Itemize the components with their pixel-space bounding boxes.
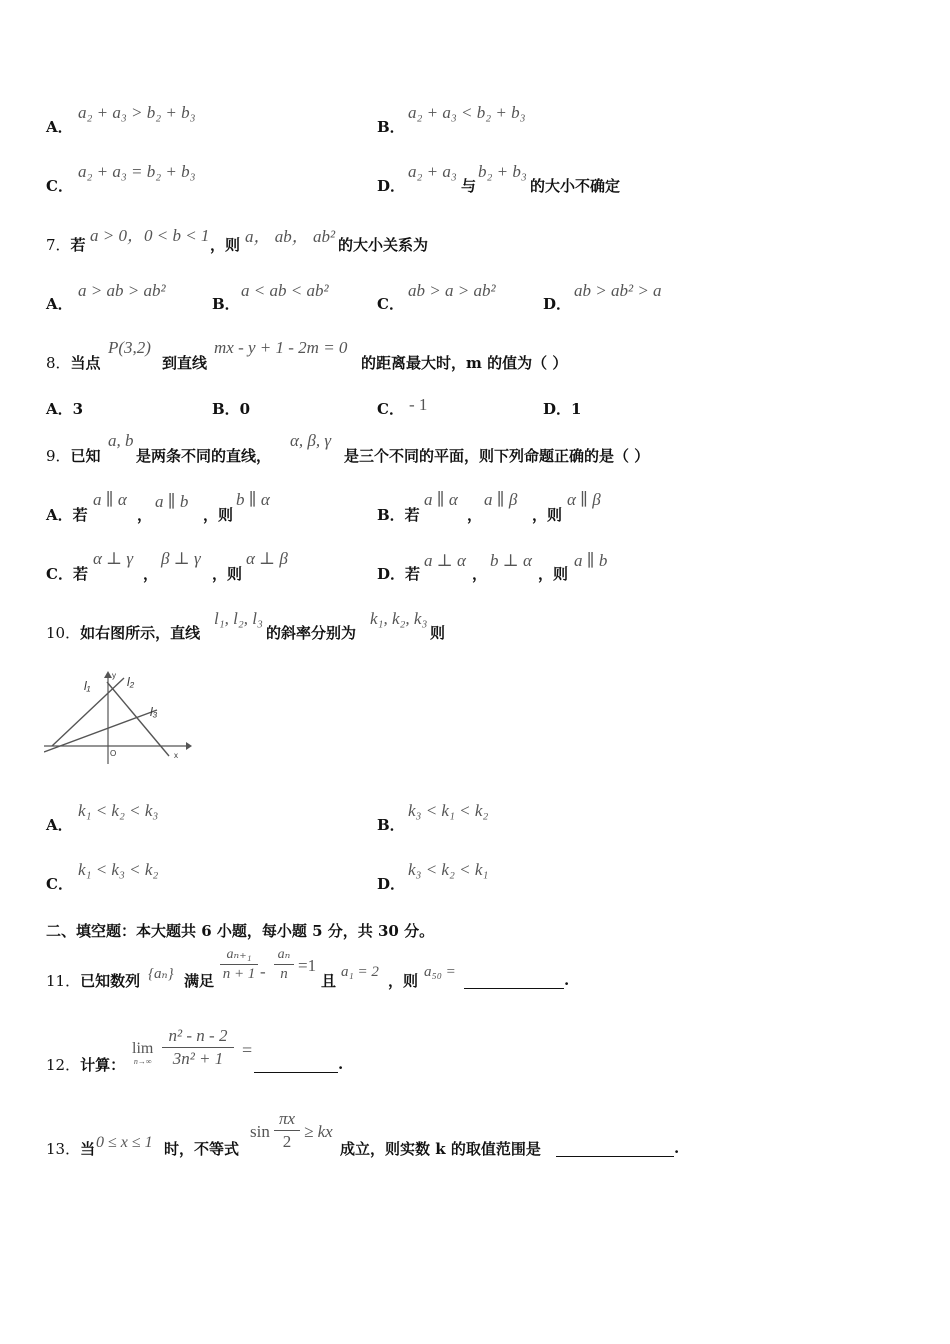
q9-option-c-m1: α ⊥ γ — [93, 549, 134, 568]
q9-option-a-m1: a ∥ α — [93, 490, 127, 509]
q6-option-d-math1: a₂ + a₃ — [408, 162, 457, 181]
q12-fraction: n² - n - 2 3n² + 1 — [162, 1026, 234, 1069]
q9-option-b-sep: ， — [467, 506, 483, 524]
q7-option-d-math: ab > ab² > a — [574, 281, 662, 300]
q7-items: a， ab， ab² — [245, 227, 336, 246]
q10-figure — [44, 668, 194, 768]
q13-range: 0 ≤ x ≤ 1 — [96, 1134, 153, 1151]
q13-stem: 13．当 — [46, 1140, 96, 1158]
q13-inequality: ≥ kx — [304, 1122, 333, 1141]
q7-option-c-math: ab > a > ab² — [408, 281, 496, 300]
q8-option-a: A．3 — [46, 400, 84, 418]
y-axis-arrow — [104, 671, 112, 678]
q6-option-b-label: B． — [377, 118, 405, 136]
q10-option-d-math: k₃ < k₂ < k₁ — [408, 860, 489, 879]
q6-option-a-label: A． — [46, 118, 73, 136]
q12-limit: lim n→∞ — [132, 1040, 154, 1066]
q10-option-a-math: k₁ < k₂ < k₃ — [78, 801, 159, 820]
q9-option-c-label: C．若 — [46, 565, 88, 583]
q7-option-d-label: D． — [543, 295, 572, 313]
q10-lines: l₁, l₂, l₃ — [214, 609, 263, 628]
q9-option-a-sep: ， — [137, 506, 153, 524]
q9-option-c-m2: β ⊥ γ — [161, 549, 201, 568]
q9-option-c-then: ，则 — [212, 565, 243, 583]
q11-a50: a₅₀ = — [424, 964, 456, 980]
q8-point: P(3,2) — [108, 338, 151, 357]
label-origin: O — [110, 749, 117, 758]
q6-option-d-math2: b₂ + b₃ — [478, 162, 527, 181]
q7-option-a-label: A． — [46, 295, 73, 313]
q9-option-d-sep: ， — [472, 565, 488, 583]
q11-a1: a₁ = 2 — [341, 964, 379, 980]
q9-option-c-sep: ， — [143, 565, 159, 583]
label-l2: l₂ — [127, 675, 135, 689]
q13-answer-blank[interactable]: . — [556, 1138, 679, 1157]
q9-mid: 是两条不同的直线， — [136, 447, 272, 465]
q7-option-b-label: B． — [212, 295, 240, 313]
q6-option-a-math: a₂ + a₃ > b₂ + b₃ — [78, 103, 196, 122]
q8-option-c-label: C． — [377, 400, 404, 418]
q10-option-a-label: A． — [46, 816, 73, 834]
q8-tail: 的距离最大时，m 的值为（ ） — [361, 354, 568, 372]
q9-option-b-label: B．若 — [377, 506, 420, 524]
q7-mid: ，则 — [210, 236, 241, 254]
q6-option-c-label: C． — [46, 177, 73, 195]
q9-option-a-label: A．若 — [46, 506, 88, 524]
q9-option-b-m3: α ∥ β — [567, 490, 601, 509]
section-2-heading: 二、填空题：本大题共 6 小题，每小题 5 分，共 30 分。 — [46, 922, 435, 940]
line-l1 — [107, 682, 169, 756]
q6-option-d-mid: 与 — [461, 177, 477, 195]
q9-option-a-m2: a ∥ b — [155, 492, 189, 511]
q12-answer-blank[interactable]: . — [254, 1054, 343, 1073]
label-l1: l₁ — [84, 679, 91, 693]
q9-planes: α, β, γ — [290, 431, 332, 450]
q12-equals: = — [242, 1040, 253, 1060]
q11-stem: 11．已知数列 — [46, 972, 141, 990]
q9-option-a-then: ，则 — [203, 506, 234, 524]
q11-mid: 满足 — [184, 972, 215, 990]
q8-option-c-math: - 1 — [409, 395, 428, 414]
q6-option-b-math: a₂ + a₃ < b₂ + b₃ — [408, 103, 526, 122]
q10-option-b-label: B． — [377, 816, 405, 834]
q10-option-d-label: D． — [377, 875, 406, 893]
q7-option-c-label: C． — [377, 295, 404, 313]
q13-tail: 成立，则实数 k 的取值范围是 — [340, 1140, 541, 1158]
q13-mid: 时，不等式 — [164, 1140, 240, 1158]
q9-option-b-m2: a ∥ β — [484, 490, 518, 509]
x-axis-arrow — [186, 742, 192, 750]
q9-option-c-m3: α ⊥ β — [246, 549, 288, 568]
q9-option-b-then: ，则 — [532, 506, 563, 524]
q9-option-d-m3: a ∥ b — [574, 551, 608, 570]
q6-option-c-math: a₂ + a₃ = b₂ + b₃ — [78, 162, 196, 181]
q9-tail: 是三个不同的平面，则下列命题正确的是（ ） — [344, 447, 650, 465]
q10-option-c-math: k₁ < k₃ < k₂ — [78, 860, 159, 879]
q11-answer-blank[interactable]: . — [464, 970, 569, 989]
q9-stem: 9．已知 — [46, 447, 101, 465]
q10-option-b-math: k₃ < k₁ < k₂ — [408, 801, 489, 820]
q7-stem: 7．若 — [46, 236, 86, 254]
q6-option-d-tail: 的大小不确定 — [530, 177, 621, 195]
q13-fraction: πx 2 — [274, 1109, 300, 1152]
q13-sin: sin — [250, 1122, 270, 1141]
q7-condition: a > 0，0 < b < 1 — [90, 226, 210, 245]
q10-stem: 10．如右图所示，直线 — [46, 624, 201, 642]
q10-option-c-label: C． — [46, 875, 73, 893]
q9-option-d-label: D．若 — [377, 565, 421, 583]
q8-stem: 8．当点 — [46, 354, 101, 372]
q8-line: mx - y + 1 - 2m = 0 — [214, 338, 348, 357]
q11-fraction-2: aₙ n — [274, 946, 294, 983]
q8-option-b: B．0 — [212, 400, 251, 418]
q9-lines: a, b — [108, 431, 134, 450]
q11-then: ，则 — [388, 972, 419, 990]
q9-option-d-then: ，则 — [538, 565, 569, 583]
q9-option-d-m2: b ⊥ α — [490, 551, 532, 570]
q8-option-d: D．1 — [543, 400, 582, 418]
q7-option-a-math: a > ab > ab² — [78, 281, 166, 300]
q11-fraction-1: aₙ₊₁ n + 1 — [220, 946, 258, 983]
q11-and: 且 — [321, 972, 337, 990]
q10-slopes: k₁, k₂, k₃ — [370, 609, 428, 628]
q11-sequence: {aₙ} — [148, 966, 174, 982]
label-l3: l₃ — [150, 705, 158, 719]
q9-option-b-m1: a ∥ α — [424, 490, 458, 509]
label-x: x — [174, 751, 178, 760]
q9-option-d-m1: a ⊥ α — [424, 551, 466, 570]
q12-stem: 12．计算： — [46, 1056, 126, 1074]
q11-minus: - — [260, 962, 266, 981]
q10-tail: 则 — [430, 624, 446, 642]
q9-option-a-m3: b ∥ α — [236, 490, 270, 509]
q11-equals: =1 — [298, 956, 317, 975]
q7-option-b-math: a < ab < ab² — [241, 281, 329, 300]
q7-tail: 的大小关系为 — [338, 236, 429, 254]
q6-option-d-label: D． — [377, 177, 406, 195]
label-y: y — [112, 671, 116, 680]
q10-mid: 的斜率分别为 — [266, 624, 357, 642]
q8-mid: 到直线 — [162, 354, 208, 372]
